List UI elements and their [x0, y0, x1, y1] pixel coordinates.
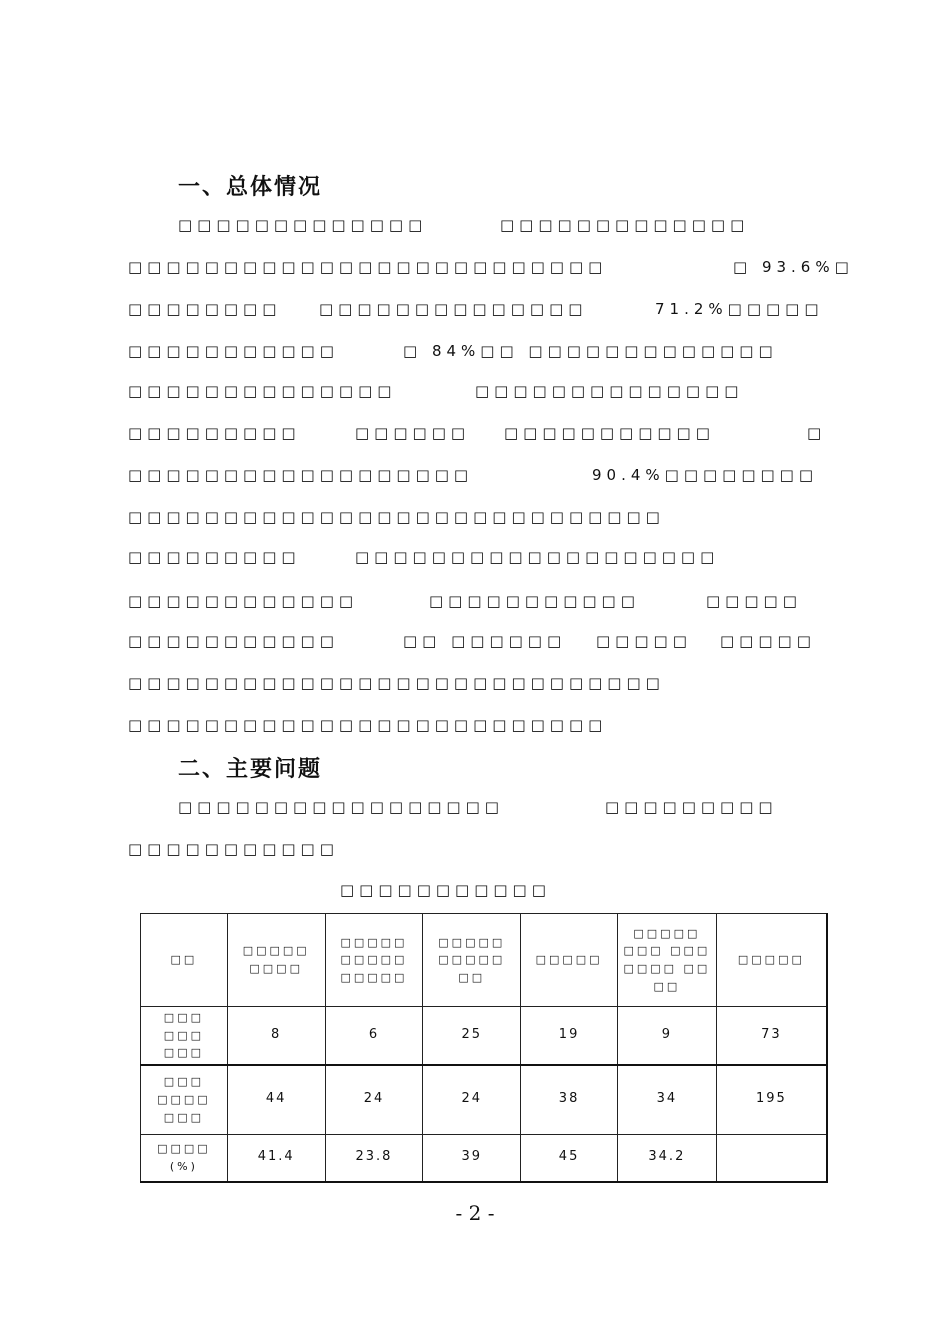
table-header-row [141, 914, 828, 1007]
table-cell: 39 [423, 1134, 521, 1182]
table-cell: 38 [521, 1065, 618, 1135]
table-row-label: □□□□ (%) [141, 1134, 228, 1182]
text-segment: □□□□□□□□□□□□□□□□□□□ [355, 548, 720, 566]
section-heading-overview: 一、总体情况 [178, 175, 323, 200]
text-segment: □ [807, 424, 827, 442]
table-row [141, 1007, 828, 1065]
table-caption: □□□□□□□□□□□ [340, 881, 551, 899]
text-segment: 71.2%□□□□□ [655, 300, 824, 318]
text-segment: □□□□□ [596, 632, 692, 650]
table-cell: 19 [521, 1007, 618, 1065]
text-segment: □□□□□ [706, 592, 802, 610]
text-segment: □□□□□□□□□□□□□□ [128, 382, 397, 400]
text-segment: □□□□□□□□□□□□□□□□□□ [128, 466, 474, 484]
table-cell: 6 [325, 1007, 423, 1065]
text-segment: □□□□□□□□□□□□□□□□□□□□□□□□□□□□ [128, 508, 665, 526]
table-cell: □□□□□ □□□□ [227, 914, 325, 1007]
text-segment: □ 84%□□ □□□□□□□□□□□□□ [403, 342, 778, 360]
table-cell: 24 [423, 1065, 521, 1135]
text-segment: □□□□□□□□□□□□□□□□□□□□□□□□□ [128, 258, 608, 276]
page-number: - 2 - [455, 1201, 495, 1225]
text-segment: □□□□□□□□□□□ [504, 424, 715, 442]
text-segment: □□□□□□□□□□□□□ [500, 216, 750, 234]
text-segment: □□□□□□□□□ [128, 548, 301, 566]
table-cell: □□□□□ □□□ □□□ □□□□ □□ □□ [617, 914, 716, 1007]
section-heading-issues: 二、主要问题 [178, 757, 323, 782]
text-segment: □□□□□□□□□□□ [128, 342, 339, 360]
text-segment: □□□□□□□□□ [605, 798, 778, 816]
table-cell: 9 [617, 1007, 716, 1065]
text-segment: □□□□□□ [355, 424, 471, 442]
table-cell: 34.2 [617, 1134, 716, 1182]
table-cell: □□□□□ [521, 914, 618, 1007]
text-segment: □□□□□□□□□□□ [128, 840, 339, 858]
text-segment: □□□□□□□□□□□ [128, 632, 339, 650]
table-cell: □□□□□ □□□□□ □□ [423, 914, 521, 1007]
table-row [141, 1134, 828, 1182]
table-cell [716, 1134, 827, 1182]
text-segment: 90.4%□□□□□□□□ [592, 466, 819, 484]
table-cell: 34 [617, 1065, 716, 1135]
statistics-table [140, 913, 828, 1183]
text-segment: □□□□□□□□□ [128, 424, 301, 442]
table-cell: 23.8 [325, 1134, 423, 1182]
text-segment: □□□□□□□□□□□□□□ [319, 300, 588, 318]
table-cell: 44 [227, 1065, 325, 1135]
table-row [141, 1065, 828, 1135]
table-cell: 8 [227, 1007, 325, 1065]
text-segment: □□□□□□□□ [128, 300, 282, 318]
text-segment: □□□□□□□□□□□□□ [178, 216, 428, 234]
table-cell: 73 [716, 1007, 827, 1065]
text-segment: □□□□□□□□□□□□□□ [475, 382, 744, 400]
table-cell: □□ [141, 914, 228, 1007]
table-cell: □□□□□ [716, 914, 827, 1007]
table-cell: 25 [423, 1007, 521, 1065]
text-segment: □□□□□□□□□□□□□□□□□□□□□□□□□ [128, 716, 608, 734]
text-segment: □ 93.6%□ [733, 258, 854, 276]
table-cell: 45 [521, 1134, 618, 1182]
table-cell: 41.4 [227, 1134, 325, 1182]
text-segment: □□ □□□□□□ [403, 632, 567, 650]
table-cell: 24 [325, 1065, 423, 1135]
text-segment: □□□□□□□□□□□ [429, 592, 640, 610]
table-row-label: □□□ □□□ □□□ [141, 1007, 228, 1065]
table-cell: 195 [716, 1065, 827, 1135]
table-cell: □□□□□ □□□□□ □□□□□ [325, 914, 423, 1007]
text-segment: □□□□□□□□□□□□□□□□□□□□□□□□□□□□ [128, 674, 665, 692]
table-row-label: □□□ □□□□ □□□ [141, 1065, 228, 1135]
text-segment: □□□□□□□□□□□□ [128, 592, 359, 610]
text-segment: □□□□□□□□□□□□□□□□□ [178, 798, 504, 816]
text-segment: □□□□□ [720, 632, 816, 650]
